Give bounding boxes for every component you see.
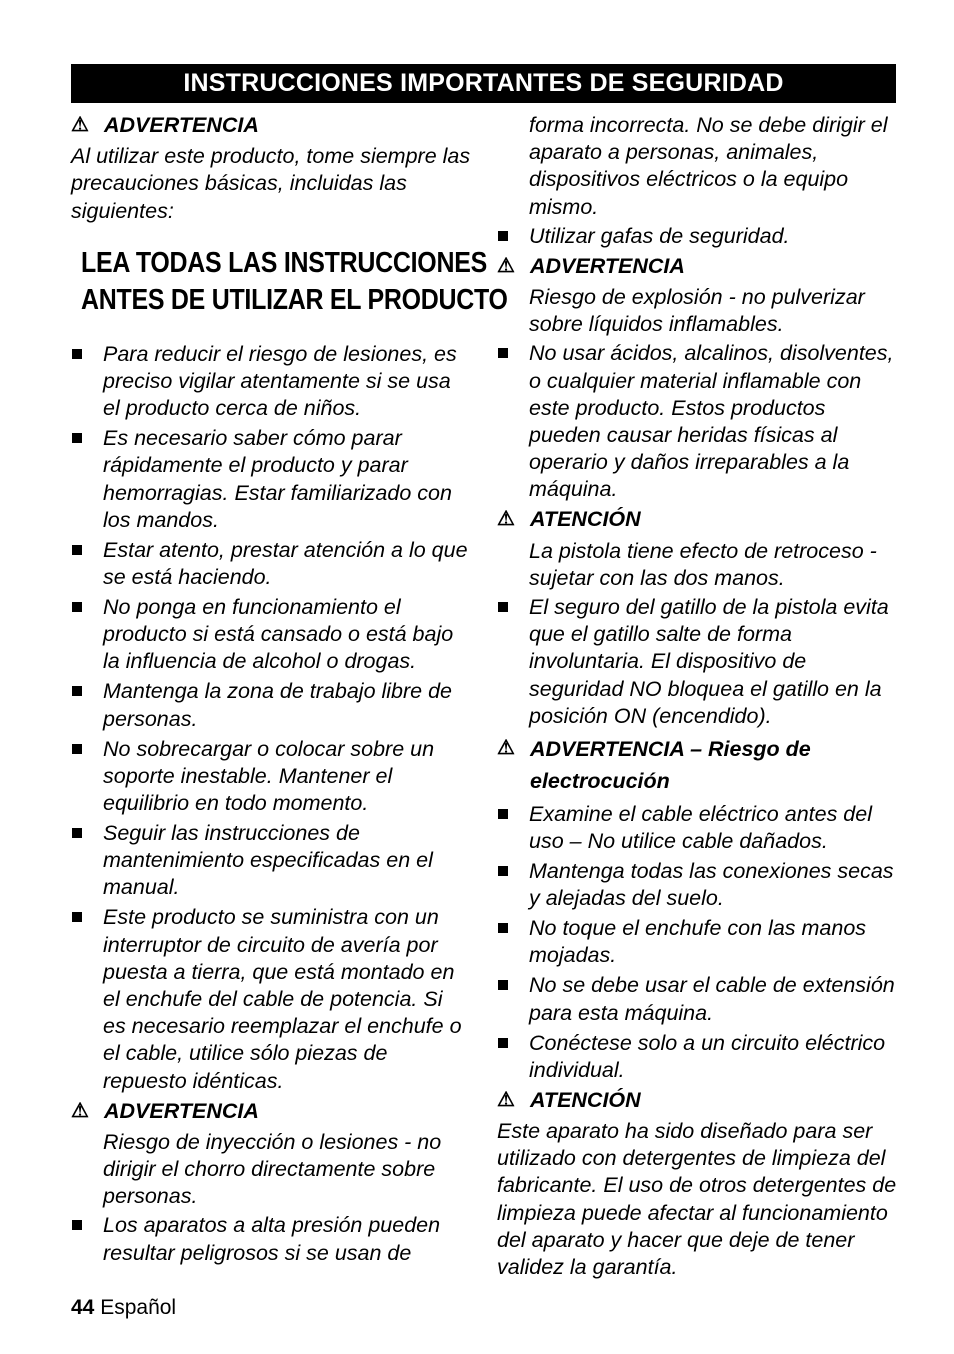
square-bullet-icon — [497, 858, 529, 885]
footer-language: Español — [100, 1296, 177, 1319]
warning-text: Riesgo de explosión - no pulverizar sobre líquidos inflamables. — [529, 285, 865, 337]
list-item: Los aparatos a alta presión pueden resultar peligrosos si se usan de — [71, 1212, 471, 1266]
left-column — [71, 112, 508, 1270]
list-item: No se debe usar el cable de extensión para esta máquina. — [497, 972, 897, 1026]
warning-triangle-icon: ⚠ — [71, 114, 89, 136]
caution-text: Este aparato ha sido diseñado para ser utilizado con detergentes de limpieza del fabricante. El uso de otros detergentes de limpieza puede afectar al funcionamiento del aparato y hacer que deje de tener validez la garantía. — [497, 1119, 897, 1280]
square-bullet-icon — [497, 1030, 529, 1057]
warning-text: Riesgo de inyección o lesiones - no dirigir el chorro directamente sobre personas. — [103, 1129, 442, 1209]
list-item: Mantenga todas las conexiones secas y alejadas del suelo. — [497, 858, 897, 912]
caution-heading: ⚠ ATENCIÓN — [497, 1087, 641, 1112]
list-item: No toque el enchufe con las manos mojadas. — [497, 915, 897, 969]
square-bullet-icon — [71, 425, 103, 452]
warning-triangle-icon: ⚠ — [497, 1088, 515, 1111]
warning-triangle-icon: ⚠ — [497, 508, 515, 531]
square-bullet-icon — [71, 594, 103, 621]
square-bullet-icon — [71, 820, 103, 847]
warning-triangle-icon: ⚠ — [71, 1099, 89, 1122]
square-bullet-icon — [71, 537, 103, 564]
continued-text: forma incorrecta. No se debe dirigir el aparato a personas, animales, dispositivos eléctricos o la equipo mismo. — [529, 113, 888, 219]
square-bullet-icon — [71, 736, 103, 763]
square-bullet-icon — [71, 904, 103, 931]
list-item: Estar atento, prestar atención a lo que se está haciendo. — [71, 537, 471, 591]
list-item: Utilizar gafas de seguridad. — [497, 223, 897, 250]
list-item: El seguro del gatillo de la pistola evita que el gatillo salte de forma involuntaria. El dispositivo de seguridad NO bloquea el gatillo en la posición ON (encendido). — [497, 594, 897, 730]
list-item: Examine el cable eléctrico antes del uso – No utilice cable dañados. — [497, 801, 897, 855]
caution-heading: ⚠ ATENCIÓN — [497, 507, 641, 532]
warning-heading: ⚠ ADVERTENCIA — [71, 1098, 259, 1123]
square-bullet-icon — [497, 972, 529, 999]
list-item: No sobrecargar o colocar sobre un soporte inestable. Mantener el equilibrio en todo momento. — [71, 736, 471, 818]
list-item: Para reducir el riesgo de lesiones, es preciso vigilar atentamente si se usa el producto cerca de niños. — [71, 341, 471, 423]
section-banner — [71, 64, 896, 103]
warning-triangle-icon: ⚠ — [497, 254, 515, 277]
list-item: No usar ácidos, alcalinos, disolventes, o cualquier material inflamable con este producto. Estos productos pueden causar heridas físicas al operario y daños irreparables a la máquina. — [497, 340, 897, 503]
square-bullet-icon — [497, 340, 529, 367]
section-title: INSTRUCCIONES IMPORTANTES DE SEGURIDAD — [183, 69, 784, 97]
square-bullet-icon — [497, 223, 529, 250]
headline-line-2: ANTES DE UTILIZAR EL PRODUCTO — [81, 283, 508, 316]
warning-heading: ⚠ ADVERTENCIA — [497, 253, 685, 278]
square-bullet-icon — [497, 594, 529, 621]
list-item: No ponga en funcionamiento el producto si está cansado o está bajo la influencia de alcohol o drogas. — [71, 594, 471, 676]
list-item: Seguir las instrucciones de mantenimiento especificadas en el manual. — [71, 820, 471, 902]
warning-heading: ⚠ ADVERTENCIA — [71, 113, 259, 137]
list-item: Este producto se suministra con un interruptor de circuito de avería por puesta a tierra, que está montado en el enchufe del cable de potencia. Si es necesario reemplazar el enchufe o el cable, utilice sólo piezas de repuesto idénticas. — [71, 904, 471, 1094]
square-bullet-icon — [71, 341, 103, 368]
square-bullet-icon — [71, 678, 103, 705]
page-number: 44 — [71, 1296, 95, 1319]
headline — [81, 245, 508, 319]
square-bullet-icon — [71, 1212, 103, 1239]
page-footer — [71, 1296, 176, 1320]
list-item: Conéctese solo a un circuito eléctrico individual. — [497, 1030, 897, 1084]
square-bullet-icon — [497, 801, 529, 828]
right-column — [497, 112, 897, 1283]
warning-heading: ⚠ ADVERTENCIA – Riesgo de electrocución — [497, 733, 897, 797]
square-bullet-icon — [497, 915, 529, 942]
intro-paragraph: Al utilizar este producto, tome siempre las precauciones básicas, incluidas las siguientes: — [71, 144, 471, 223]
list-item: Mantenga la zona de trabajo libre de personas. — [71, 678, 471, 732]
headline-line-1: LEA TODAS LAS INSTRUCCIONES — [81, 246, 487, 279]
list-item: Es necesario saber cómo parar rápidamente el producto y parar hemorragias. Estar familiarizado con los mandos. — [71, 425, 471, 534]
caution-text: La pistola tiene efecto de retroceso - sujetar con las dos manos. — [529, 538, 877, 590]
warning-triangle-icon: ⚠ — [497, 736, 515, 759]
